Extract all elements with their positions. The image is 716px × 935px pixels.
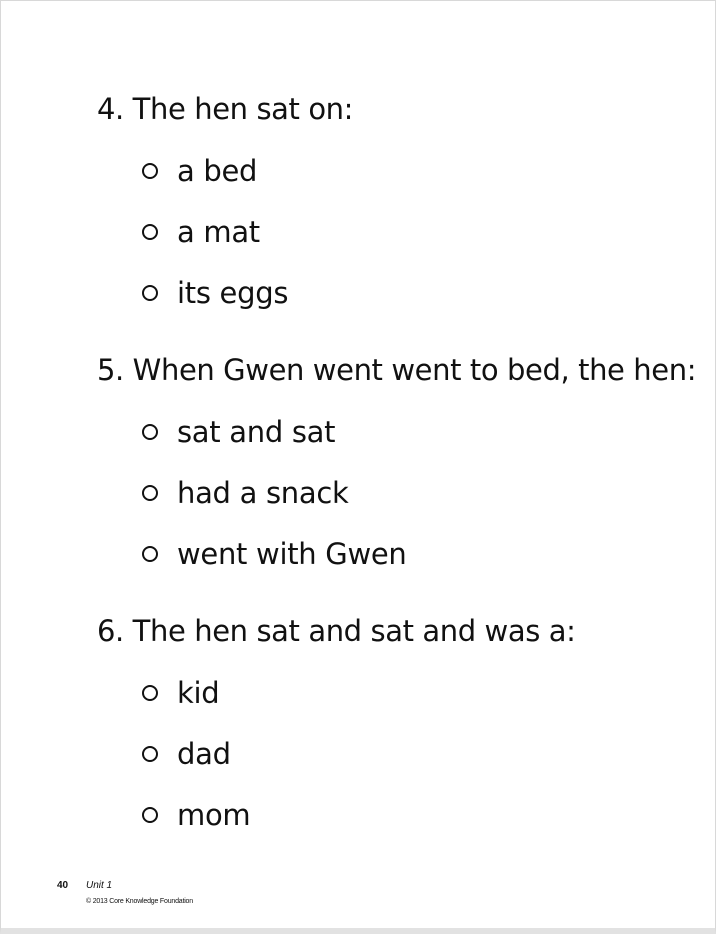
answer-option[interactable] — [142, 415, 335, 449]
option-label: mom — [177, 798, 251, 832]
option-label: dad — [177, 737, 231, 771]
radio-bubble-icon[interactable] — [142, 485, 158, 501]
radio-bubble-icon[interactable] — [142, 163, 158, 179]
option-label: had a snack — [177, 476, 349, 510]
question-6: 6. The hen sat and sat and was a: — [97, 614, 576, 648]
radio-bubble-icon[interactable] — [142, 746, 158, 762]
radio-bubble-icon[interactable] — [142, 285, 158, 301]
answer-option[interactable] — [142, 276, 288, 310]
answer-option[interactable] — [142, 215, 260, 249]
option-label: its eggs — [177, 276, 289, 310]
answer-option[interactable] — [142, 737, 231, 771]
radio-bubble-icon[interactable] — [142, 224, 158, 240]
radio-bubble-icon[interactable] — [142, 424, 158, 440]
option-label: kid — [177, 676, 220, 710]
question-5: 5. When Gwen went went to bed, the hen: — [97, 353, 697, 387]
option-label: went with Gwen — [177, 537, 407, 571]
answer-option[interactable] — [142, 154, 257, 188]
answer-option[interactable] — [142, 537, 407, 571]
radio-bubble-icon[interactable] — [142, 807, 158, 823]
option-label: sat and sat — [177, 415, 336, 449]
unit-label: Unit 1 — [86, 880, 113, 891]
answer-option[interactable] — [142, 476, 348, 510]
copyright-notice: © 2013 Core Knowledge Foundation — [86, 898, 193, 905]
radio-bubble-icon[interactable] — [142, 685, 158, 701]
page-number: 40 — [57, 880, 69, 891]
radio-bubble-icon[interactable] — [142, 546, 158, 562]
answer-option[interactable] — [142, 676, 219, 710]
question-4: 4. The hen sat on: — [97, 92, 354, 126]
answer-option[interactable] — [142, 798, 250, 832]
option-label: a bed — [177, 154, 258, 188]
option-label: a mat — [177, 215, 260, 249]
